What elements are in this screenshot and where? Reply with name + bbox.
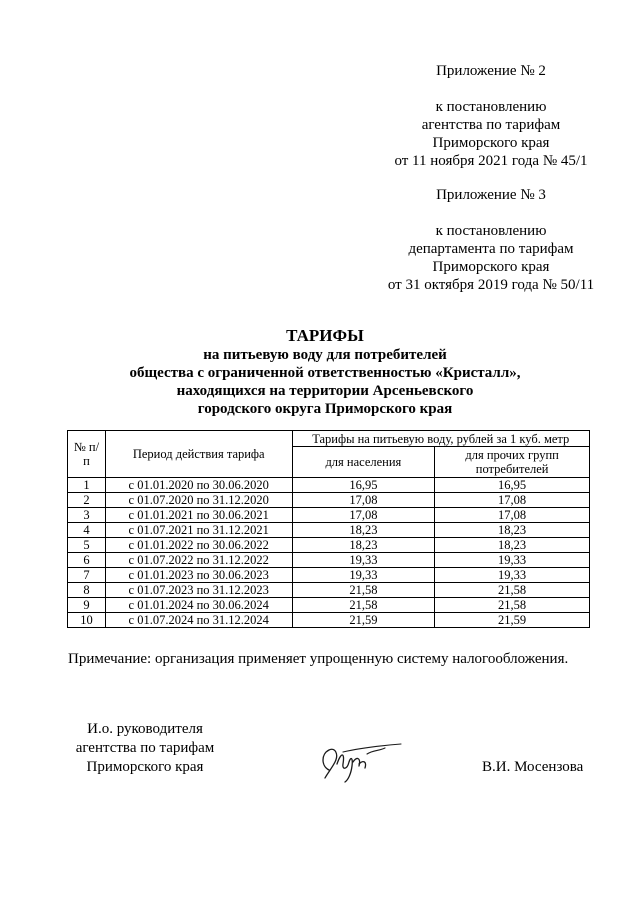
table-row <box>68 568 590 583</box>
appendix-number: Приложение № 2 <box>436 63 546 79</box>
appendix-line: к постановлению <box>435 99 547 115</box>
cell-other: 19,33 <box>435 568 590 583</box>
cell-period: с 01.01.2021 по 30.06.2021 <box>105 508 292 523</box>
title-line: общества с ограниченной ответственностью «Кристалл», <box>129 365 521 381</box>
title-main: ТАРИФЫ <box>286 326 364 345</box>
cell-other: 21,58 <box>435 583 590 598</box>
title-line: находящихся на территории Арсеньевского <box>176 383 474 399</box>
cell-other: 21,58 <box>435 598 590 613</box>
cell-num: 9 <box>68 598 106 613</box>
cell-period: с 01.01.2022 по 30.06.2022 <box>105 538 292 553</box>
cell-num: 10 <box>68 613 106 628</box>
cell-other: 17,08 <box>435 493 590 508</box>
appendix-line: к постановлению <box>435 223 547 239</box>
cell-period: с 01.07.2022 по 31.12.2022 <box>105 553 292 568</box>
cell-other: 21,59 <box>435 613 590 628</box>
title-line: на питьевую воду для потребителей <box>203 347 447 363</box>
table-row <box>68 583 590 598</box>
appendix-line: агентства по тарифам <box>421 117 561 133</box>
appendix-line: Приморского края <box>432 135 550 151</box>
appendix-line: департамента по тарифам <box>408 241 574 257</box>
cell-population: 21,59 <box>292 613 435 628</box>
table-row <box>68 613 590 628</box>
appendix-line: от 31 октября 2019 года № 50/11 <box>387 277 595 293</box>
cell-population: 17,08 <box>292 508 435 523</box>
header-num: № п/п <box>68 431 106 478</box>
cell-num: 3 <box>68 508 106 523</box>
cell-num: 7 <box>68 568 106 583</box>
signer-post-line: агентства по тарифам <box>75 740 215 756</box>
signer-name: В.И. Мосензова <box>482 759 584 775</box>
cell-population: 16,95 <box>292 478 435 493</box>
signer-position <box>60 720 230 777</box>
tax-note: Примечание: организация применяет упрощенную систему налогообложения. <box>68 651 569 667</box>
appendix-line: от 11 ноября 2021 года № 45/1 <box>394 153 588 169</box>
cell-population: 21,58 <box>292 598 435 613</box>
cell-period: с 01.01.2023 по 30.06.2023 <box>105 568 292 583</box>
header-other: для прочих групп потребителей <box>435 447 590 478</box>
cell-num: 1 <box>68 478 106 493</box>
cell-num: 4 <box>68 523 106 538</box>
signer-post-line: Приморского края <box>86 759 204 775</box>
header-population: для населения <box>292 447 435 478</box>
tariffs-table <box>67 430 590 628</box>
cell-period: с 01.07.2021 по 31.12.2021 <box>105 523 292 538</box>
header-tariff-group: Тарифы на питьевую воду, рублей за 1 куб. метр <box>292 431 589 447</box>
cell-other: 18,23 <box>435 538 590 553</box>
cell-other: 18,23 <box>435 523 590 538</box>
document-title <box>60 326 590 418</box>
cell-population: 17,08 <box>292 493 435 508</box>
table-row <box>68 478 590 493</box>
cell-population: 18,23 <box>292 538 435 553</box>
table-row <box>68 598 590 613</box>
cell-other: 16,95 <box>435 478 590 493</box>
cell-num: 5 <box>68 538 106 553</box>
cell-period: с 01.07.2024 по 31.12.2024 <box>105 613 292 628</box>
appendix-original-header <box>350 186 632 294</box>
cell-other: 19,33 <box>435 553 590 568</box>
table-row <box>68 523 590 538</box>
cell-period: с 01.01.2024 по 30.06.2024 <box>105 598 292 613</box>
title-line: городского округа Приморского края <box>197 401 453 417</box>
signer-post-line: И.о. руководителя <box>87 721 203 737</box>
cell-period: с 01.01.2020 по 30.06.2020 <box>105 478 292 493</box>
cell-period: с 01.07.2020 по 31.12.2020 <box>105 493 292 508</box>
handwritten-signature <box>315 734 405 784</box>
cell-population: 19,33 <box>292 568 435 583</box>
cell-other: 17,08 <box>435 508 590 523</box>
table-row <box>68 553 590 568</box>
cell-population: 19,33 <box>292 553 435 568</box>
cell-population: 21,58 <box>292 583 435 598</box>
appendix-number: Приложение № 3 <box>436 187 546 203</box>
table-row <box>68 493 590 508</box>
header-period: Период действия тарифа <box>105 431 292 478</box>
cell-num: 2 <box>68 493 106 508</box>
table-row <box>68 538 590 553</box>
cell-num: 8 <box>68 583 106 598</box>
appendix-line: Приморского края <box>432 259 550 275</box>
table-row <box>68 508 590 523</box>
appendix-current-header <box>360 62 622 170</box>
cell-num: 6 <box>68 553 106 568</box>
cell-period: с 01.07.2023 по 31.12.2023 <box>105 583 292 598</box>
cell-population: 18,23 <box>292 523 435 538</box>
